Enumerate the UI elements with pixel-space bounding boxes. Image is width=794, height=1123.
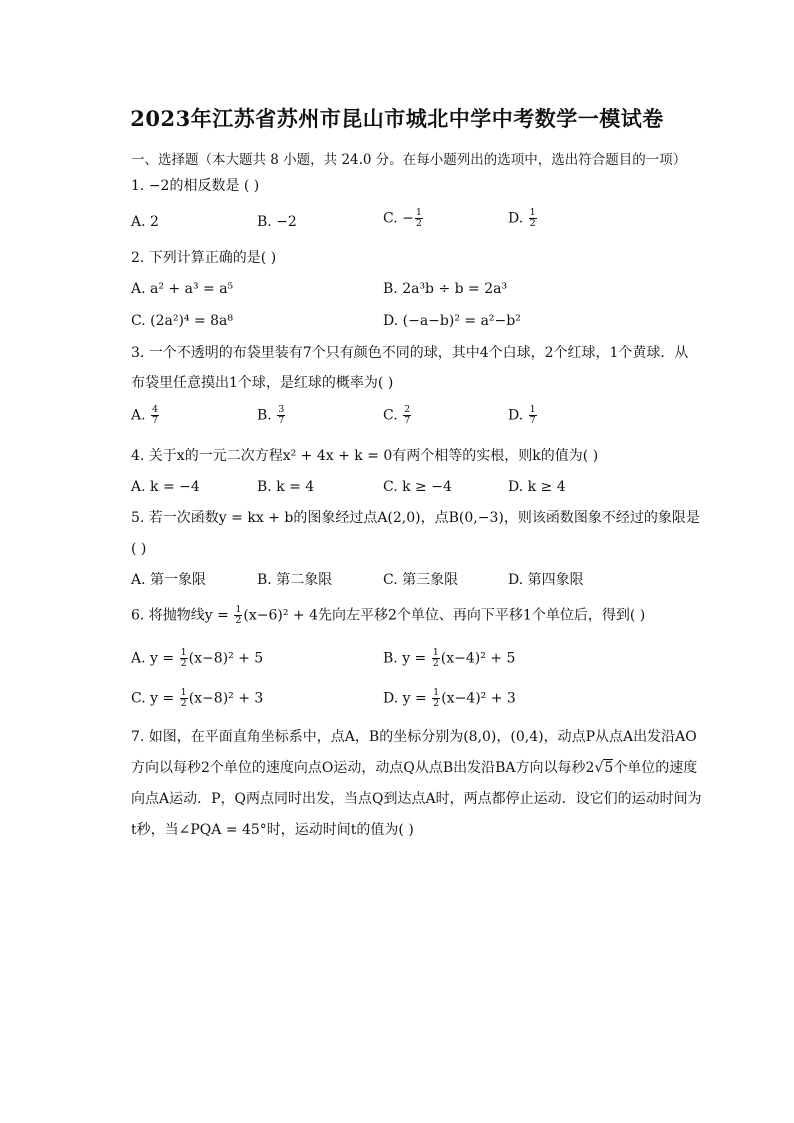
page-title: 2023年江苏省苏州市昆山市城北中学中考数学一模试卷 xyxy=(130,106,664,131)
q2-option-b: B. 2a³b ÷ b = 2a³ xyxy=(383,281,508,297)
q6-option-d: D. y = $\frac{1}{2}$ (x−4)² + 3 xyxy=(383,687,516,709)
question-3-line-1: 3. 一个不透明的布袋里装有7个只有颜色不同的球，其中4个白球，2个红球，1个黄球．从 xyxy=(131,345,689,361)
q6-option-b: B. y = $\frac{1}{2}$ (x−4)² + 5 xyxy=(383,647,516,669)
q6-option-c: C. y = $\frac{1}{2}$ (x−8)² + 3 xyxy=(131,687,264,709)
q1-option-d: D. $\frac{1}{2}$ xyxy=(508,207,536,229)
q2-option-a: A. a² + a³ = a⁵ xyxy=(131,281,234,297)
q3-option-d: D. $\frac{1}{7}$ xyxy=(508,404,536,426)
q4-option-a: A. k = −4 xyxy=(131,479,200,495)
section-heading: 一、选择题（本大题共 8 小题，共 24.0 分。在每小题列出的选项中，选出符合题目的一项） xyxy=(131,152,687,168)
question-4: 4. 关于x的一元二次方程x² + 4x + k = 0有两个相等的实根，则k的值为( ) xyxy=(131,448,599,464)
q2-option-c: C. (2a²)⁴ = 8a⁸ xyxy=(131,313,234,329)
q5-option-a: A. 第一象限 xyxy=(131,572,207,588)
q5-option-d: D. 第四象限 xyxy=(508,572,584,588)
q4-option-c: C. k ≥ −4 xyxy=(383,479,452,495)
q4-option-d: D. k ≥ 4 xyxy=(508,479,566,495)
q6-option-a: A. y = $\frac{1}{2}$ (x−8)² + 5 xyxy=(131,647,264,669)
q5-option-c: C. 第三象限 xyxy=(383,572,459,588)
question-1: 1. −2的相反数是 ( ) xyxy=(131,178,260,194)
question-5-line-1: 5. 若一次函数y = kx + b的图象经过点A(2,0)，点B(0,−3)，则该函数图象不经过的象限是 xyxy=(131,510,700,526)
q1-option-b: B. −2 xyxy=(257,214,297,230)
q3-option-a: A. $\frac{4}{7}$ xyxy=(131,404,159,426)
question-7-line-3: 向点A运动．P，Q两点同时出发，当点Q到达点A时，两点都停止运动．设它们的运动时间为 xyxy=(131,791,702,807)
question-6: 6. 将抛物线y = $\frac{1}{2}$ (x−6)² + 4先向左平移2个单位、再向下平移1个单位后，得到( ) xyxy=(131,604,646,626)
question-3-line-2: 布袋里任意摸出1个球，是红球的概率为( ) xyxy=(131,375,394,391)
q2-option-d: D. (−a−b)² = a²−b² xyxy=(383,313,521,329)
q5-option-b: B. 第二象限 xyxy=(257,572,333,588)
question-5-line-2: ( ) xyxy=(131,541,147,557)
q4-option-b: B. k = 4 xyxy=(257,479,315,495)
question-7-line-1: 7. 如图，在平面直角坐标系中，点A，B的坐标分别为(8,0)，(0,4)，动点P从点A出发沿AO xyxy=(131,729,697,745)
question-2: 2. 下列计算正确的是( ) xyxy=(131,250,277,266)
q3-option-c: C. $\frac{2}{7}$ xyxy=(383,404,411,426)
q1-option-c: C. − $\frac{1}{2}$ xyxy=(383,207,422,229)
q1-option-a: A. 2 xyxy=(131,214,159,230)
q3-option-b: B. $\frac{3}{7}$ xyxy=(257,404,285,426)
question-7-line-4: t秒，当∠PQA = 45°时，运动时间t的值为( ) xyxy=(131,822,414,838)
question-7-line-2: 方向以每秒2个单位的速度向点O运动，动点Q从点B出发沿BA方向以每秒2√5个单位的速度 xyxy=(131,760,698,776)
